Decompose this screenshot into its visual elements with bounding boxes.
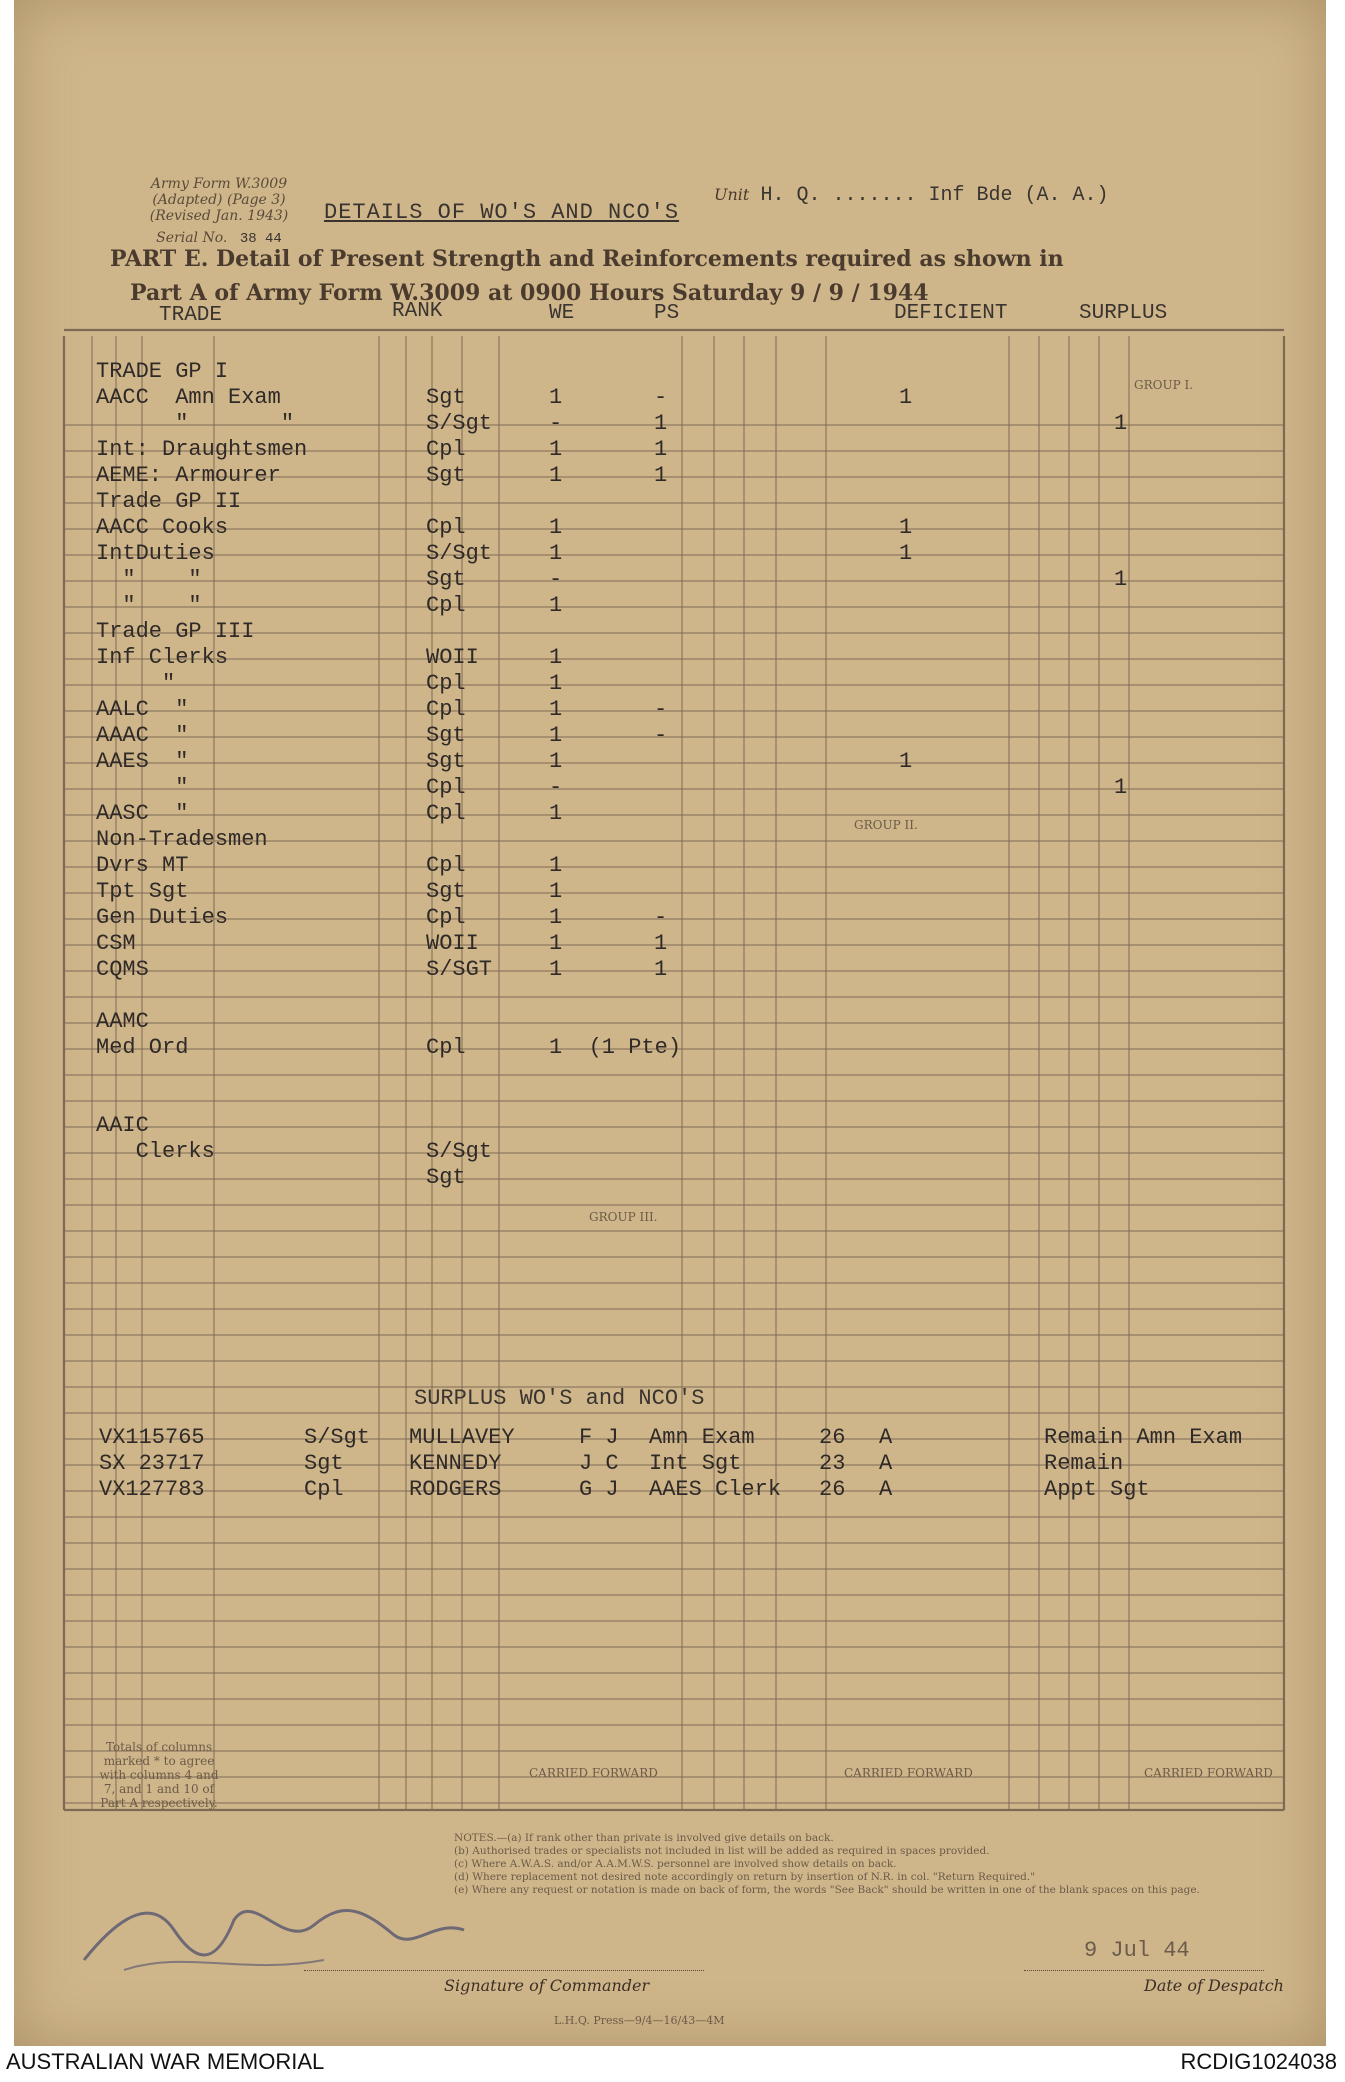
entry-ps: -	[654, 385, 668, 410]
note-e: (e) Where any request or notation is made on back of form, the words "See Back" should be written in one of the blank spaces on this page.	[454, 1884, 1200, 1896]
surplus-rank: Sgt	[304, 1451, 344, 1476]
entry-trade: AAAC "	[96, 723, 189, 748]
entry-surplus: 1	[1114, 411, 1128, 436]
entry-trade: Tpt Sgt	[96, 879, 189, 904]
serial-label: Serial No.	[156, 230, 228, 246]
entry-we: 1	[549, 593, 563, 618]
entry-rank: Cpl	[426, 1035, 466, 1060]
entry-trade: " "	[96, 593, 202, 618]
entry-ps: 1	[654, 411, 668, 436]
surplus-category: A	[879, 1477, 893, 1502]
surplus-service-no: SX 23717	[99, 1451, 205, 1476]
entry-we: 1	[549, 463, 563, 488]
entry-trade: AEME: Armourer	[96, 463, 281, 488]
entry-trade: AACC Cooks	[96, 515, 229, 540]
entry-we: 1	[549, 671, 563, 696]
entry-trade: TRADE GP I	[96, 359, 229, 384]
entry-we: 1	[549, 957, 563, 982]
entry-we: 1	[549, 723, 563, 748]
group-iii-label: GROUP III.	[589, 1210, 658, 1224]
entry-rank: Sgt	[426, 879, 466, 904]
entry-ps: -	[654, 723, 668, 748]
entry-trade: Trade GP II	[96, 489, 242, 514]
surplus-service-no: VX127783	[99, 1477, 205, 1502]
group-ii-label: GROUP II.	[854, 818, 918, 832]
entry-we: 1	[549, 879, 563, 904]
entry-trade: Gen Duties	[96, 905, 229, 930]
entry-trade: " "	[96, 411, 295, 436]
entry-trade: AALC "	[96, 697, 189, 722]
surplus-trade: Amn Exam	[649, 1425, 755, 1450]
form-revised: (Revised Jan. 1943)	[149, 208, 289, 224]
surplus-trade: Int Sgt	[649, 1451, 742, 1476]
note-a: NOTES.—(a) If rank other than private is involved give details on back.	[454, 1832, 834, 1844]
entry-rank: S/Sgt	[426, 411, 493, 436]
entry-rank: Sgt	[426, 567, 466, 592]
unit-label: Unit	[714, 185, 750, 204]
group-i-label: GROUP I.	[1134, 378, 1194, 392]
entry-ps: 1	[654, 463, 668, 488]
surplus-initials: J C	[579, 1451, 619, 1476]
part-title-line-2: Part A of Army Form W.3009 at 0900 Hours Saturday 9 / 9 / 1944	[130, 280, 929, 306]
despatch-label: Date of Despatch	[1144, 1976, 1284, 1995]
carried-forward-3: CARRIED FORWARD	[1144, 1766, 1273, 1780]
entry-rank: Sgt	[426, 1165, 466, 1190]
entry-deficient: 1	[899, 385, 913, 410]
entry-rank: Cpl	[426, 437, 466, 462]
entry-rank: WOII	[426, 931, 479, 956]
entry-trade: AASC "	[96, 801, 189, 826]
entry-trade: CSM	[96, 931, 136, 956]
entry-we: 1	[549, 801, 563, 826]
notes-block	[454, 1832, 1304, 1897]
col-header-surplus: SURPLUS	[1079, 302, 1168, 325]
entry-trade: Trade GP III	[96, 619, 255, 644]
despatch-line	[1024, 1970, 1264, 1971]
signature-label: Signature of Commander	[444, 1976, 650, 1995]
entry-we: 1 (1 Pte)	[549, 1035, 682, 1060]
printer-line: L.H.Q. Press—9/4—16/43—4M	[554, 2014, 725, 2027]
entry-trade: Dvrs MT	[96, 853, 189, 878]
entry-trade: AAMC	[96, 1009, 149, 1034]
entry-ps: 1	[654, 957, 668, 982]
part-title-line-1: PART E. Detail of Present Strength and Reinforcements required as shown in	[110, 246, 1064, 272]
form-adapted: (Adapted) (Page 3)	[152, 192, 286, 208]
surplus-remark: Appt Sgt	[1044, 1477, 1150, 1502]
archive-label: AUSTRALIAN WAR MEMORIAL	[6, 2049, 325, 2074]
entry-trade: "	[96, 775, 189, 800]
entry-trade: AACC Amn Exam	[96, 385, 281, 410]
entry-we: 1	[549, 437, 563, 462]
surplus-service-no: VX115765	[99, 1425, 205, 1450]
entry-trade: CQMS	[96, 957, 149, 982]
entry-we: 1	[549, 541, 563, 566]
entry-ps: 1	[654, 931, 668, 956]
note-b: (b) Authorised trades or specialists not included in list will be added as required in spaces provided.	[454, 1845, 990, 1857]
entry-rank: Sgt	[426, 463, 466, 488]
unit-value: H. Q. ....... Inf Bde (A. A.)	[760, 184, 1109, 207]
entry-we: 1	[549, 697, 563, 722]
entry-trade: " "	[96, 567, 202, 592]
entry-trade: Clerks	[96, 1139, 215, 1164]
surplus-initials: G J	[579, 1477, 619, 1502]
col-header-we: WE	[549, 302, 575, 325]
note-c: (c) Where A.W.A.S. and/or A.A.M.W.S. personnel are involved show details on back.	[454, 1858, 897, 1870]
handwritten-signature	[64, 1890, 484, 1980]
surplus-age: 23	[819, 1451, 846, 1476]
typed-title: DETAILS OF WO'S AND NCO'S	[324, 200, 680, 225]
entry-rank: Sgt	[426, 385, 466, 410]
entry-ps: 1	[654, 437, 668, 462]
entry-trade: Int: Draughtsmen	[96, 437, 308, 462]
surplus-category: A	[879, 1425, 893, 1450]
surplus-age: 26	[819, 1425, 846, 1450]
entry-we: 1	[549, 931, 563, 956]
surplus-name: RODGERS	[409, 1477, 502, 1502]
surplus-remark: Remain	[1044, 1451, 1124, 1476]
surplus-remark: Remain Amn Exam	[1044, 1425, 1243, 1450]
entry-rank: Cpl	[426, 671, 466, 696]
totals-note: Totals of columns marked * to agree with columns 4 and 7, and 1 and 10 of Part A respectively.	[99, 1740, 219, 1810]
despatch-value: 9 Jul 44	[1084, 1938, 1190, 1963]
col-header-ps: PS	[654, 302, 680, 325]
surplus-section-title: SURPLUS WO'S and NCO'S	[414, 1386, 705, 1411]
entry-we: 1	[549, 645, 563, 670]
entry-trade: IntDuties	[96, 541, 215, 566]
entry-surplus: 1	[1114, 567, 1128, 592]
entry-rank: Cpl	[426, 853, 466, 878]
surplus-age: 26	[819, 1477, 846, 1502]
archive-id: RCDIG1024038	[1180, 2049, 1337, 2074]
entry-rank: Sgt	[426, 749, 466, 774]
form-number: Army Form W.3009	[150, 176, 288, 192]
entry-we: -	[549, 411, 563, 436]
surplus-initials: F J	[579, 1425, 619, 1450]
surplus-trade: AAES Clerk	[649, 1477, 782, 1502]
document-sheet	[14, 0, 1326, 2046]
entry-we: -	[549, 775, 563, 800]
carried-forward-1: CARRIED FORWARD	[529, 1766, 658, 1780]
entry-rank: Cpl	[426, 775, 466, 800]
signature-line	[304, 1970, 704, 1971]
entry-we: -	[549, 567, 563, 592]
entry-we: 1	[549, 385, 563, 410]
entry-surplus: 1	[1114, 775, 1128, 800]
entry-trade: Med Ord	[96, 1035, 189, 1060]
entry-rank: Cpl	[426, 697, 466, 722]
entry-trade: Non-Tradesmen	[96, 827, 268, 852]
surplus-category: A	[879, 1451, 893, 1476]
surplus-name: MULLAVEY	[409, 1425, 515, 1450]
entry-trade: AAIC	[96, 1113, 149, 1138]
entry-rank: Cpl	[426, 515, 466, 540]
carried-forward-2: CARRIED FORWARD	[844, 1766, 973, 1780]
entry-deficient: 1	[899, 541, 913, 566]
col-header-rank: RANK	[392, 300, 443, 323]
entry-trade: "	[96, 671, 176, 696]
entry-trade: AAES "	[96, 749, 189, 774]
entry-rank: WOII	[426, 645, 479, 670]
surplus-rank: Cpl	[304, 1477, 344, 1502]
entry-deficient: 1	[899, 515, 913, 540]
entry-trade: Inf Clerks	[96, 645, 229, 670]
surplus-rank: S/Sgt	[304, 1425, 371, 1450]
entry-rank: Sgt	[426, 723, 466, 748]
entry-we: 1	[549, 905, 563, 930]
entry-rank: S/Sgt	[426, 541, 493, 566]
entry-we: 1	[549, 515, 563, 540]
entry-we: 1	[549, 749, 563, 774]
entry-rank: S/Sgt	[426, 1139, 493, 1164]
surplus-name: KENNEDY	[409, 1451, 502, 1476]
entry-ps: -	[654, 905, 668, 930]
serial-value: 38 44	[239, 231, 282, 247]
entry-rank: Cpl	[426, 905, 466, 930]
col-header-deficient: DEFICIENT	[894, 302, 1008, 325]
entry-rank: S/SGT	[426, 957, 493, 982]
entry-deficient: 1	[899, 749, 913, 774]
entry-ps: -	[654, 697, 668, 722]
entry-rank: Cpl	[426, 593, 466, 618]
entry-we: 1	[549, 853, 563, 878]
col-header-trade: TRADE	[159, 304, 223, 327]
entry-rank: Cpl	[426, 801, 466, 826]
note-d: (d) Where replacement not desired note accordingly on return by insertion of N.R. in col. "Return Required."	[454, 1871, 1036, 1883]
